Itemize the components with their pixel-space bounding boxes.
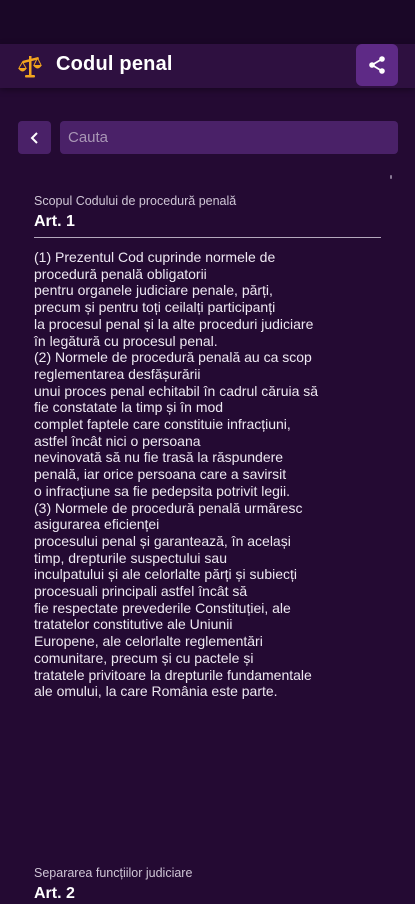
back-button[interactable] <box>18 121 51 154</box>
article-text-line: o infracțiune sa fie pedepsita potrivit legii. <box>34 482 291 499</box>
article-text-line: penală, iar orice persoana care a savirsit <box>34 466 287 483</box>
article-text-line: unui proces penal echitabil în cadrul căruia să <box>34 382 319 399</box>
article-text-line: nevinovată să nu fie trasă la răspundere <box>34 449 284 466</box>
article-text-line: astfel încât nici o persoana <box>34 432 201 449</box>
share-button[interactable] <box>356 44 398 86</box>
article-text-line: tratatele privitoare la drepturile fundamentale <box>34 666 312 683</box>
article-text-line: pentru organele judiciare penale, părți, <box>34 282 273 299</box>
app-bar <box>0 44 415 88</box>
article-text-line: fie constatate la timp și în mod <box>34 399 224 416</box>
article-text-line: timp, drepturile suspectului sau <box>34 549 227 566</box>
article-text-line: reglementarea desfășurării <box>34 365 201 382</box>
article-text-line: în legătură cu procesul penal. <box>34 332 218 349</box>
article-text-line: (1) Prezentul Cod cuprinde normele de <box>34 249 276 265</box>
article-card <box>34 866 384 904</box>
scales-icon <box>16 53 44 79</box>
share-icon <box>367 55 387 75</box>
article-text-line: asigurarea eficienței <box>34 516 160 533</box>
article-text-line: ale omului, la care România este parte. <box>34 683 278 700</box>
article-text-line: procesului penal și garantează, în același <box>34 532 291 549</box>
article-text-line: complet faptele care constituie infracțiuni, <box>34 416 291 433</box>
article-text-line: procesuali principali astfel încât să <box>34 583 248 600</box>
search-input[interactable] <box>60 121 398 154</box>
article-title: Art. 2 <box>34 885 75 902</box>
article-text-line: fie respectate prevederile Constituției, ale <box>34 599 291 616</box>
article-text-line: Europene, ale celorlalte reglementări <box>34 633 263 650</box>
article-divider <box>34 237 381 238</box>
article-text-line: procedură penală obligatorii <box>34 265 207 282</box>
article-text-line: precum și pentru toți ceilalți participanți <box>34 299 276 316</box>
app-title: Codul penal <box>56 53 173 75</box>
article-body <box>34 249 384 700</box>
status-bar <box>0 0 415 44</box>
article-text-line: (3) Normele de procedură penală urmăresc <box>34 499 303 516</box>
article-text-line: tratatelor constitutive ale Uniunii <box>34 616 233 633</box>
article-text-line: comunitare, precum și cu pactele și <box>34 649 254 666</box>
article-title: Art. 1 <box>34 213 75 230</box>
article-text-line: inculpatului și ale celorlalte părți și subiecți <box>34 566 298 583</box>
search-bar <box>18 121 398 155</box>
article-card <box>34 194 384 700</box>
article-section-title: Scopul Codului de procedură penală <box>34 194 237 208</box>
article-text-line: (2) Normele de procedură penală au ca scop <box>34 349 312 366</box>
chevron-left-icon <box>30 131 40 145</box>
article-text-line: la procesul penal și la alte proceduri judiciare <box>34 315 314 332</box>
article-section-title: Separarea funcțiilor judiciare <box>34 866 193 880</box>
scrollbar-thumb[interactable] <box>390 175 392 179</box>
